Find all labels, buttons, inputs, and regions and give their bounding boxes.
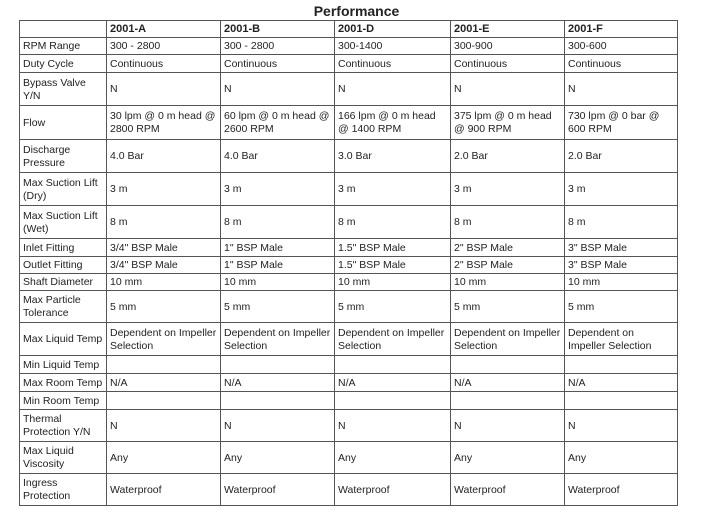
- row-label: Max Liquid Viscosity: [20, 442, 107, 474]
- table-cell: [107, 356, 221, 374]
- table-row: [20, 140, 678, 173]
- table-cell: N/A: [107, 374, 221, 392]
- table-cell: 2.0 Bar: [565, 140, 678, 173]
- table-cell: 3 m: [565, 173, 678, 206]
- table-cell: 2" BSP Male: [451, 257, 565, 274]
- table-cell: 166 lpm @ 0 m head @ 1400 RPM: [335, 106, 451, 140]
- table-cell: 375 lpm @ 0 m head @ 900 RPM: [451, 106, 565, 140]
- table-cell: N/A: [221, 374, 335, 392]
- table-cell: 300-900: [451, 38, 565, 55]
- table-cell: 10 mm: [565, 274, 678, 291]
- table-cell: 300 - 2800: [221, 38, 335, 55]
- table-cell: N: [565, 73, 678, 106]
- table-cell: 1" BSP Male: [221, 257, 335, 274]
- table-cell: [565, 356, 678, 374]
- table-cell: Any: [451, 442, 565, 474]
- table-cell: [335, 392, 451, 410]
- table-row: [20, 206, 678, 239]
- performance-table: [19, 20, 678, 506]
- table-row: [20, 38, 678, 55]
- table-cell: Any: [221, 442, 335, 474]
- table-cell: 3/4" BSP Male: [107, 239, 221, 257]
- table-cell: Dependent on Impeller Selection: [335, 323, 451, 356]
- row-label: Min Room Temp: [20, 392, 107, 410]
- table-cell: Dependent on Impeller Selection: [221, 323, 335, 356]
- table-cell: 1.5" BSP Male: [335, 239, 451, 257]
- row-label: Outlet Fitting: [20, 257, 107, 274]
- table-cell: 8 m: [565, 206, 678, 239]
- table-cell: [335, 356, 451, 374]
- header-cell-model: 2001-E: [451, 21, 565, 38]
- table-cell: 1.5" BSP Male: [335, 257, 451, 274]
- table-cell: 5 mm: [107, 291, 221, 323]
- table-cell: 8 m: [107, 206, 221, 239]
- table-cell: Waterproof: [107, 474, 221, 506]
- table-cell: 8 m: [451, 206, 565, 239]
- row-label: Inlet Fitting: [20, 239, 107, 257]
- table-cell: 10 mm: [221, 274, 335, 291]
- table-cell: N: [107, 410, 221, 442]
- row-label: Shaft Diameter: [20, 274, 107, 291]
- table-cell: N: [107, 73, 221, 106]
- table-cell: 3 m: [335, 173, 451, 206]
- table-cell: 10 mm: [451, 274, 565, 291]
- table-cell: 5 mm: [335, 291, 451, 323]
- table-cell: Any: [335, 442, 451, 474]
- table-cell: 10 mm: [107, 274, 221, 291]
- table-cell: 3/4" BSP Male: [107, 257, 221, 274]
- table-cell: N: [221, 73, 335, 106]
- table-cell: Continuous: [335, 55, 451, 73]
- row-label: Max Particle Tolerance: [20, 291, 107, 323]
- table-cell: N: [335, 410, 451, 442]
- row-label: Bypass Valve Y/N: [20, 73, 107, 106]
- header-row: [20, 21, 678, 38]
- table-cell: [451, 356, 565, 374]
- table-row: [20, 323, 678, 356]
- table-cell: Waterproof: [451, 474, 565, 506]
- table-row: [20, 106, 678, 140]
- table-cell: Waterproof: [565, 474, 678, 506]
- table-cell: N/A: [451, 374, 565, 392]
- table-cell: 5 mm: [565, 291, 678, 323]
- header-cell-model: 2001-A: [107, 21, 221, 38]
- table-cell: 30 lpm @ 0 m head @ 2800 RPM: [107, 106, 221, 140]
- row-label: Min Liquid Temp: [20, 356, 107, 374]
- table-row: [20, 173, 678, 206]
- table-cell: 3" BSP Male: [565, 239, 678, 257]
- table-cell: [221, 356, 335, 374]
- table-row: [20, 442, 678, 474]
- table-cell: 3 m: [451, 173, 565, 206]
- row-label: Max Suction Lift (Wet): [20, 206, 107, 239]
- table-row: [20, 239, 678, 257]
- table-row: [20, 374, 678, 392]
- header-cell-model: 2001-B: [221, 21, 335, 38]
- table-row: [20, 291, 678, 323]
- row-label: RPM Range: [20, 38, 107, 55]
- table-cell: 8 m: [335, 206, 451, 239]
- table-cell: [221, 392, 335, 410]
- table-row: [20, 73, 678, 106]
- table-cell: Any: [107, 442, 221, 474]
- table-row: [20, 257, 678, 274]
- table-cell: 3.0 Bar: [335, 140, 451, 173]
- table-cell: Dependent on Impeller Selection: [565, 323, 678, 356]
- table-cell: Dependent on Impeller Selection: [451, 323, 565, 356]
- table-cell: Continuous: [451, 55, 565, 73]
- table-row: [20, 392, 678, 410]
- table-cell: N: [221, 410, 335, 442]
- header-cell-model: 2001-F: [565, 21, 678, 38]
- table-row: [20, 410, 678, 442]
- table-cell: Dependent on Impeller Selection: [107, 323, 221, 356]
- table-cell: 300 - 2800: [107, 38, 221, 55]
- table-cell: Continuous: [107, 55, 221, 73]
- table-cell: [107, 392, 221, 410]
- header-cell-empty: [20, 21, 107, 38]
- row-label: Discharge Pressure: [20, 140, 107, 173]
- table-cell: Continuous: [565, 55, 678, 73]
- table-cell: 3 m: [107, 173, 221, 206]
- table-cell: Continuous: [221, 55, 335, 73]
- table-cell: 2" BSP Male: [451, 239, 565, 257]
- table-cell: 4.0 Bar: [107, 140, 221, 173]
- table-cell: N: [451, 73, 565, 106]
- table-cell: N/A: [565, 374, 678, 392]
- table-cell: Any: [565, 442, 678, 474]
- table-cell: 10 mm: [335, 274, 451, 291]
- table-cell: 60 lpm @ 0 m head @ 2600 RPM: [221, 106, 335, 140]
- table-row: [20, 274, 678, 291]
- table-cell: 3 m: [221, 173, 335, 206]
- table-cell: Waterproof: [335, 474, 451, 506]
- table-cell: 5 mm: [451, 291, 565, 323]
- page-title: Performance: [313, 3, 400, 19]
- table-cell: [565, 392, 678, 410]
- table-cell: 730 lpm @ 0 bar @ 600 RPM: [565, 106, 678, 140]
- row-label: Max Liquid Temp: [20, 323, 107, 356]
- row-label: Max Room Temp: [20, 374, 107, 392]
- table-row: [20, 356, 678, 374]
- table-cell: 2.0 Bar: [451, 140, 565, 173]
- table-cell: 8 m: [221, 206, 335, 239]
- table-row: [20, 474, 678, 506]
- row-label: Ingress Protection: [20, 474, 107, 506]
- row-label: Duty Cycle: [20, 55, 107, 73]
- table-row: [20, 55, 678, 73]
- row-label: Max Suction Lift (Dry): [20, 173, 107, 206]
- table-cell: 5 mm: [221, 291, 335, 323]
- table-cell: Waterproof: [221, 474, 335, 506]
- row-label: Thermal Protection Y/N: [20, 410, 107, 442]
- table-cell: 1" BSP Male: [221, 239, 335, 257]
- table-cell: 3" BSP Male: [565, 257, 678, 274]
- table-cell: N: [335, 73, 451, 106]
- header-cell-model: 2001-D: [335, 21, 451, 38]
- table-cell: [451, 392, 565, 410]
- table-cell: N: [565, 410, 678, 442]
- table-body: [20, 38, 678, 506]
- row-label: Flow: [20, 106, 107, 140]
- table-cell: N/A: [335, 374, 451, 392]
- table-cell: 300-600: [565, 38, 678, 55]
- table-cell: 4.0 Bar: [221, 140, 335, 173]
- table-cell: N: [451, 410, 565, 442]
- table-cell: 300-1400: [335, 38, 451, 55]
